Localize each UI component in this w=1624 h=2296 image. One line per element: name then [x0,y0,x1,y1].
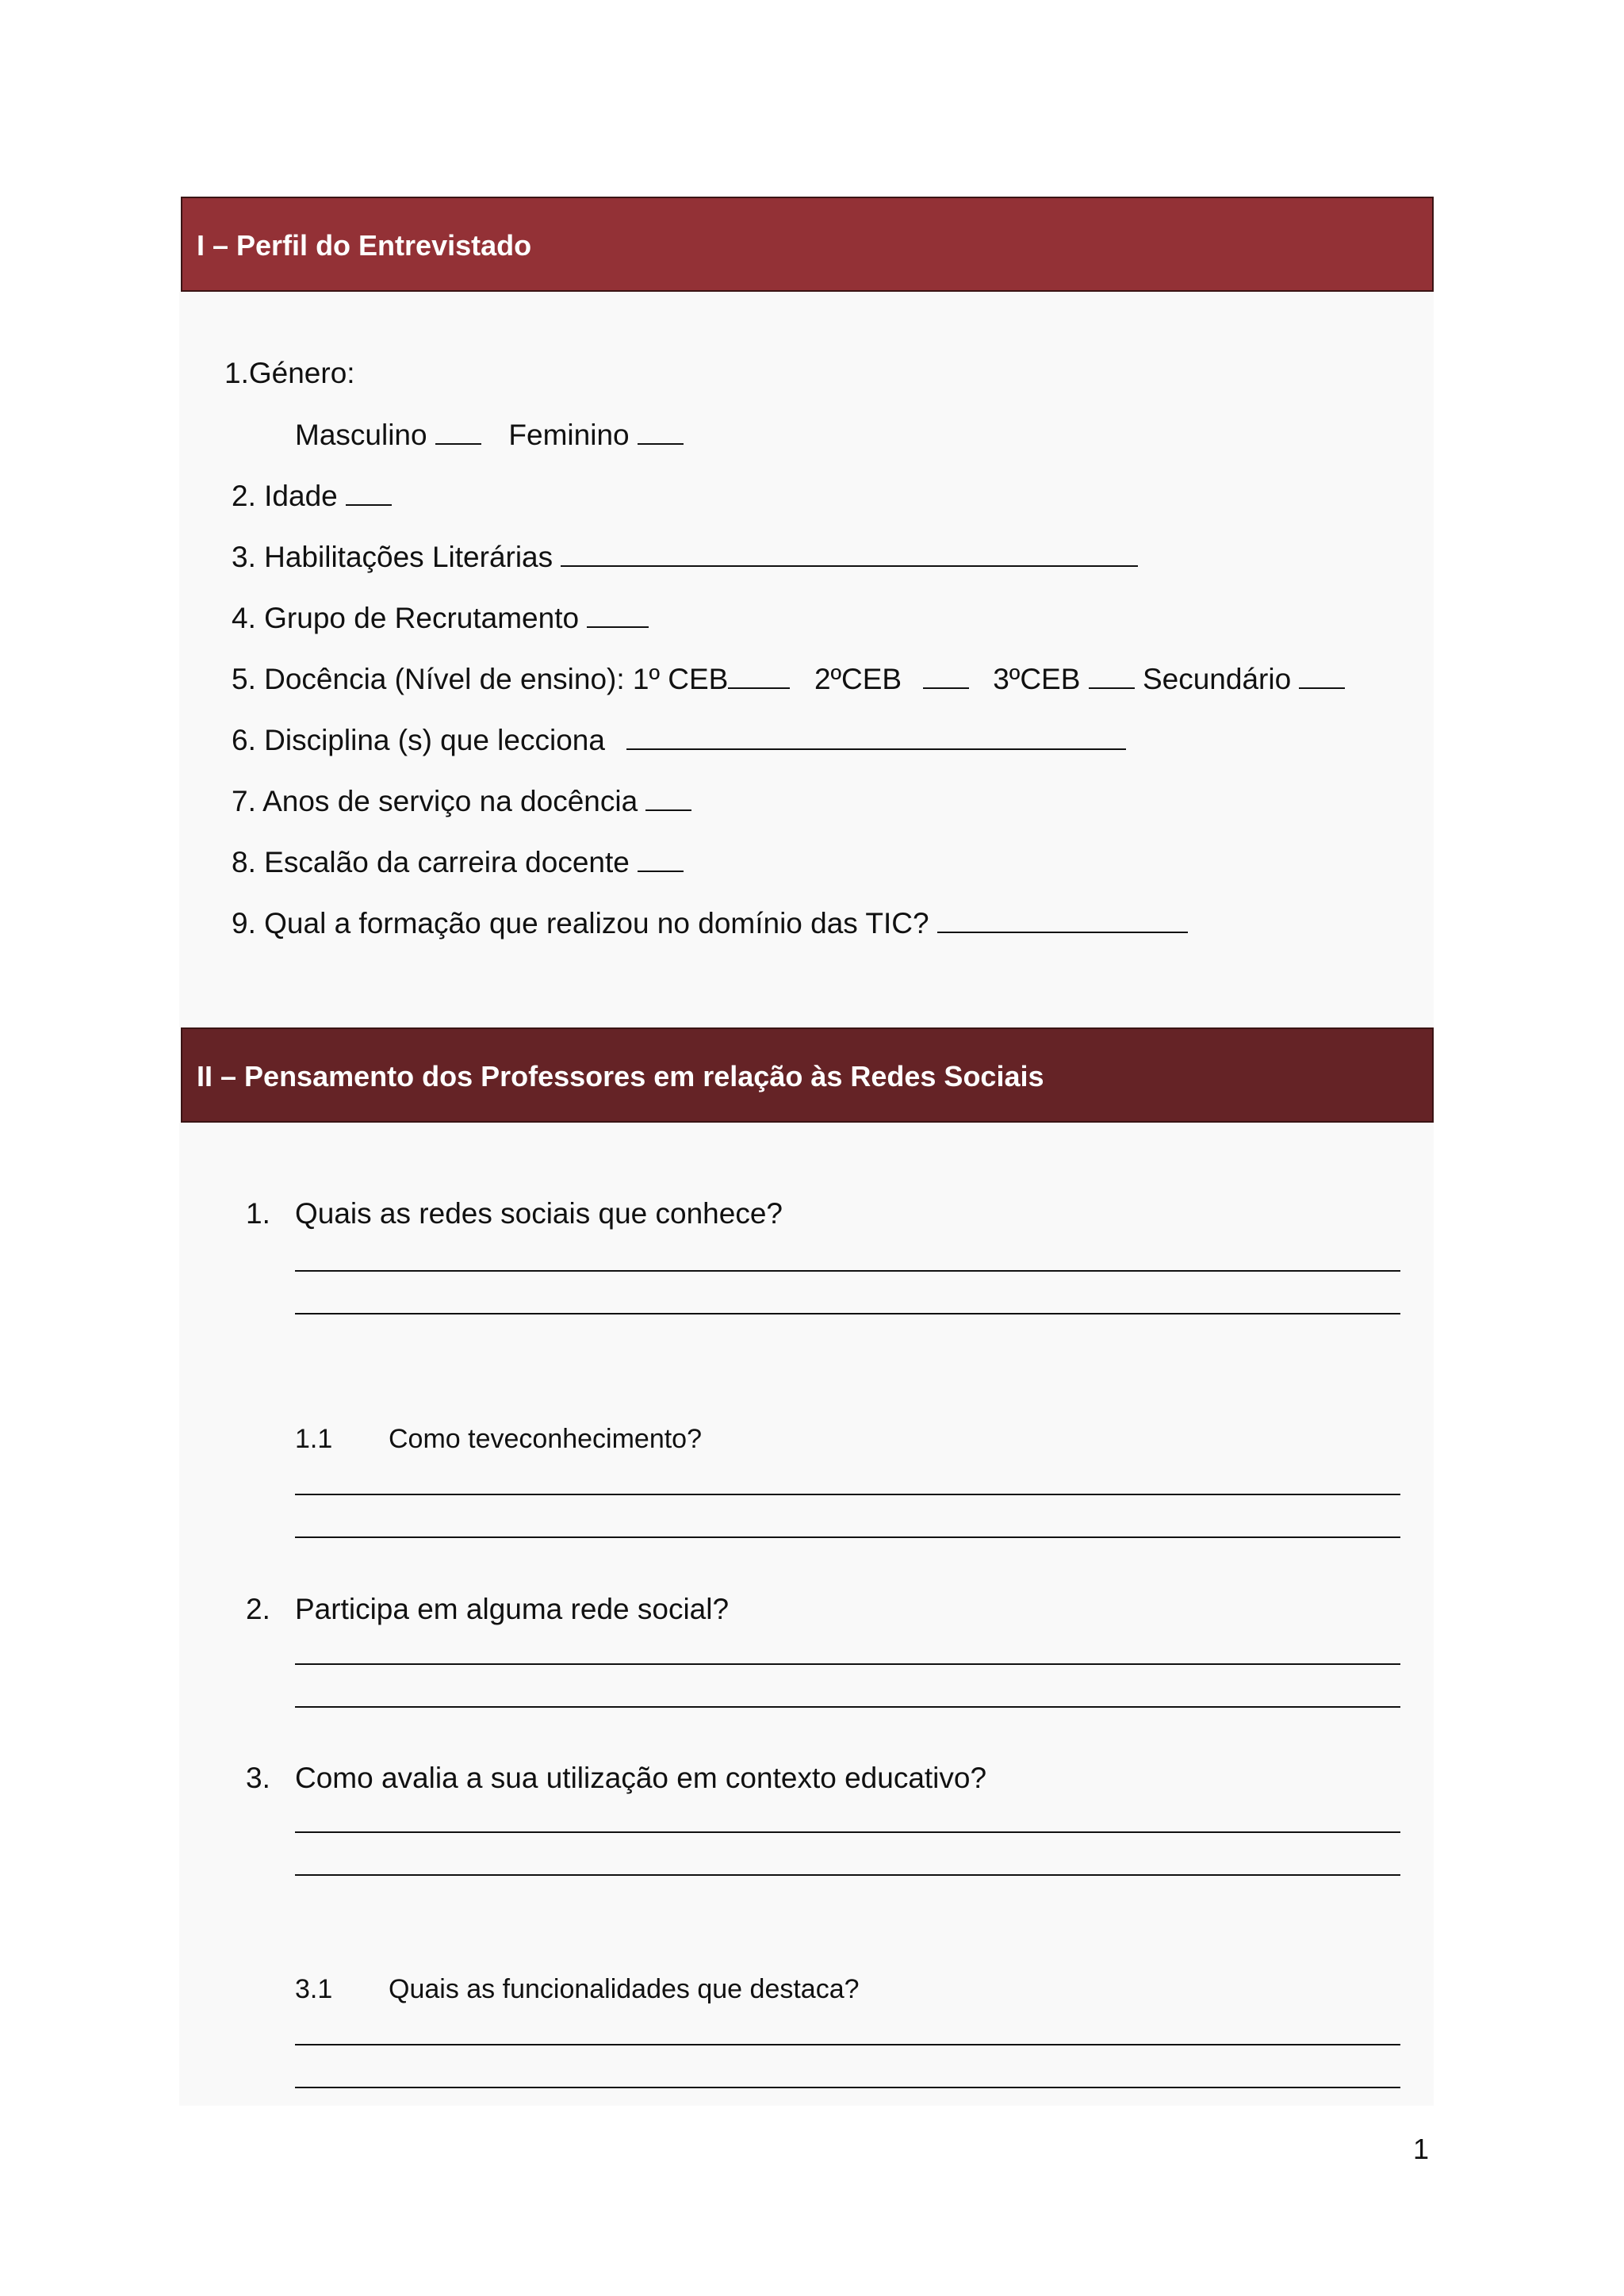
section-1-title: I – Perfil do Entrevistado [197,229,532,262]
question-text: Quais as redes sociais que conhece? [295,1197,783,1230]
gender-label: 1.Género: [224,357,355,389]
ict-training-field [232,908,1188,938]
age-blank[interactable] [346,480,392,506]
subjects-field [232,725,1126,755]
question-number: 1.1 [295,1424,333,1454]
answer-line[interactable] [295,1313,1400,1314]
answer-line[interactable] [295,2044,1400,2045]
qualifications-label: 3. Habilitações Literárias [232,541,553,573]
years-service-field [232,786,691,816]
subjects-blank[interactable] [626,725,1126,750]
teaching-level-3ceb-label: 3ºCEB [993,663,1081,695]
gender-female-blank[interactable] [638,419,684,445]
career-level-label: 8. Escalão da carreira docente [232,846,630,878]
answer-line[interactable] [295,1536,1400,1538]
career-level-field [232,847,684,877]
subjects-label: 6. Disciplina (s) que lecciona [232,724,605,756]
ict-training-label: 9. Qual a formação que realizou no domínio das TIC? [232,907,929,939]
teaching-level-secondary-label: Secundário [1142,663,1292,695]
answer-line[interactable] [295,1663,1400,1665]
section-2-title: II – Pensamento dos Professores em relação às Redes Sociais [197,1060,1044,1093]
qualifications-blank[interactable] [561,541,1138,567]
answer-line[interactable] [295,1831,1400,1833]
age-label: 2. Idade [232,480,338,512]
question-text: Quais as funcionalidades que destaca? [389,1974,860,2004]
question-number: 1. [246,1197,270,1230]
question-text: Participa em alguma rede social? [295,1593,730,1625]
age-field [232,480,392,511]
section-1-header [181,197,1434,292]
question-number: 3.1 [295,1974,333,2004]
question-number: 3. [246,1762,270,1794]
recruitment-group-blank[interactable] [587,603,649,628]
teaching-level-3ceb-blank[interactable] [1089,664,1135,689]
career-level-blank[interactable] [638,847,684,872]
recruitment-group-field [232,603,649,633]
gender-female-label: Feminino [508,419,630,451]
teaching-level-2ceb-blank[interactable] [923,664,969,689]
question-text: Como avalia a sua utilização em contexto educativo? [295,1762,987,1794]
answer-line[interactable] [295,1270,1400,1272]
page-number: 1 [1412,2133,1429,2165]
gender-male-label: Masculino [295,419,427,451]
answer-line[interactable] [295,1494,1400,1495]
question-text: Como teveconhecimento? [389,1424,703,1454]
years-service-blank[interactable] [645,786,691,811]
answer-line[interactable] [295,1706,1400,1708]
teaching-level-label: 5. Docência (Nível de ensino): 1º CEB [232,663,729,695]
recruitment-group-label: 4. Grupo de Recrutamento [232,602,580,634]
years-service-label: 7. Anos de serviço na docência [232,785,638,817]
gender-male-blank[interactable] [435,419,481,445]
teaching-level-2ceb-label: 2ºCEB [814,663,902,695]
section-2-header [181,1027,1434,1123]
answer-line[interactable] [295,1874,1400,1876]
qualifications-field [232,541,1138,572]
ict-training-blank[interactable] [937,908,1188,933]
gender-options [295,419,684,450]
teaching-level-field [232,664,1345,694]
question-number: 2. [246,1593,270,1625]
answer-line[interactable] [295,2087,1400,2088]
teaching-level-1ceb-blank[interactable] [728,664,790,689]
teaching-level-secondary-blank[interactable] [1299,664,1345,689]
